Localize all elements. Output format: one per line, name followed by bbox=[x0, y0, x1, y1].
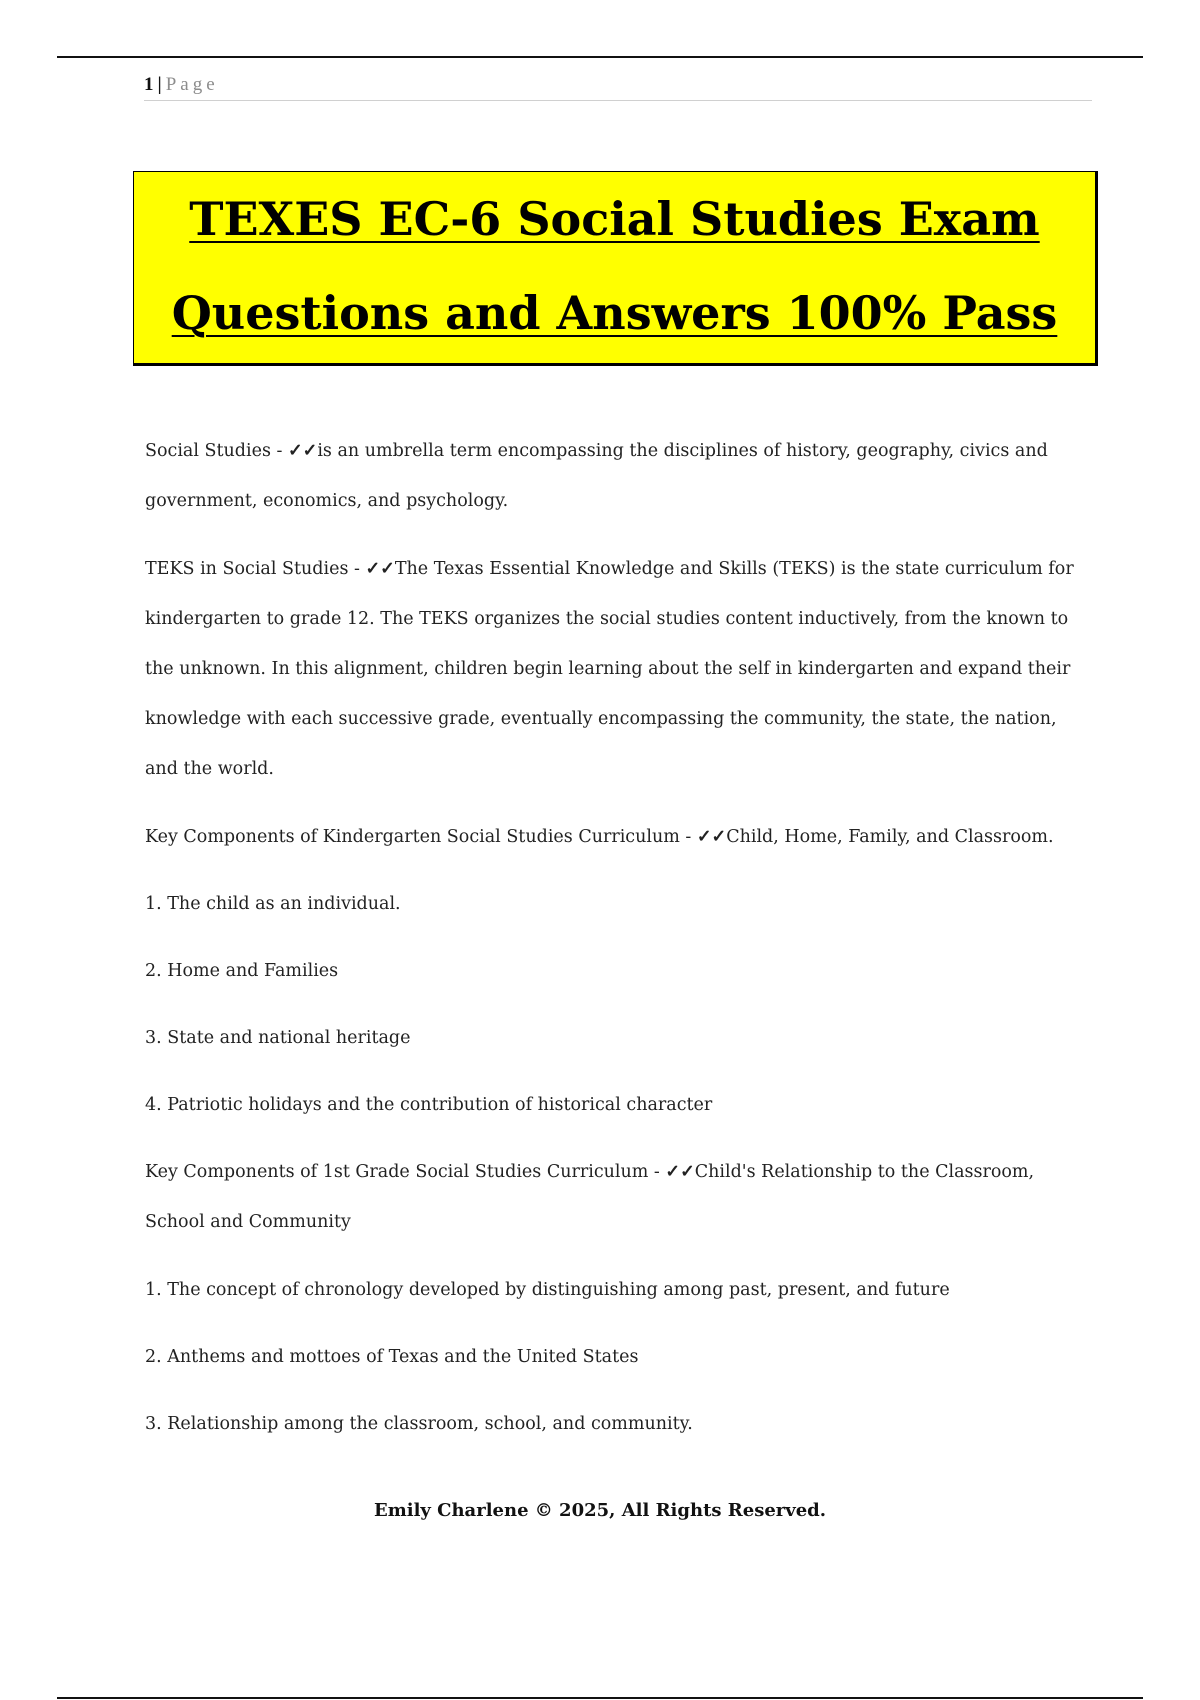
entry-first-grade bbox=[145, 1147, 1085, 1247]
entry-kindergarten bbox=[145, 812, 1085, 862]
title-banner bbox=[133, 171, 1098, 366]
document-body bbox=[145, 426, 1085, 1466]
bottom-rule bbox=[57, 1697, 1143, 1699]
entry-term: Key Components of 1st Grade Social Studies Curriculum - bbox=[145, 1162, 666, 1182]
list-item: 1. The concept of chronology developed by distinguishing among past, present, and future bbox=[145, 1280, 950, 1300]
page-separator: | bbox=[157, 74, 162, 95]
title-line-2: Questions and Answers 100% Pass bbox=[171, 286, 1058, 340]
entry-text: Child, Home, Family, and Classroom. bbox=[726, 827, 1054, 847]
list-item: 2. Home and Families bbox=[145, 961, 339, 981]
check-mark-icon: ✓✓ bbox=[287, 441, 318, 461]
page-number: 1 bbox=[144, 74, 154, 95]
copyright-footer: Emily Charlene © 2025, All Rights Reserved. bbox=[373, 1500, 827, 1521]
page-header bbox=[144, 72, 1092, 101]
entry-text: The Texas Essential Knowledge and Skills (TEKS) is the state curriculum for kindergarten to grade 12. The TEKS organizes the social studies content inductively, from the known to the unknown. In this alignment, children begin learning about the self in kindergarten and expand their knowledge with each successive grade, eventually encompassing the community, the state, the nation, and the world. bbox=[145, 559, 1074, 779]
entry-term: Social Studies - bbox=[145, 441, 288, 461]
list-item: 1. The child as an individual. bbox=[145, 894, 401, 914]
entry-term: Key Components of Kindergarten Social Studies Curriculum - bbox=[145, 827, 697, 847]
list-item: 3. Relationship among the classroom, school, and community. bbox=[145, 1414, 693, 1434]
check-mark-icon: ✓✓ bbox=[365, 559, 395, 579]
check-mark-icon: ✓✓ bbox=[696, 827, 727, 847]
list-item: 3. State and national heritage bbox=[145, 1028, 411, 1048]
check-mark-icon: ✓✓ bbox=[665, 1162, 695, 1182]
title-line-1: TEXES EC-6 Social Studies Exam bbox=[189, 192, 1040, 246]
entry-term: TEKS in Social Studies - bbox=[145, 559, 366, 579]
list-item: 4. Patriotic holidays and the contribution of historical character bbox=[145, 1095, 713, 1115]
list-item: 2. Anthems and mottoes of Texas and the United States bbox=[145, 1347, 639, 1367]
entry-text: Child's Relationship to the Classroom, School and Community bbox=[145, 1162, 1035, 1232]
entry-text: is an umbrella term encompassing the disciplines of history, geography, civics and government, economics, and psychology. bbox=[145, 441, 1048, 511]
entry-social-studies bbox=[145, 426, 1085, 526]
entry-teks bbox=[145, 544, 1085, 794]
page-label: Page bbox=[165, 74, 219, 95]
top-rule bbox=[57, 56, 1143, 58]
